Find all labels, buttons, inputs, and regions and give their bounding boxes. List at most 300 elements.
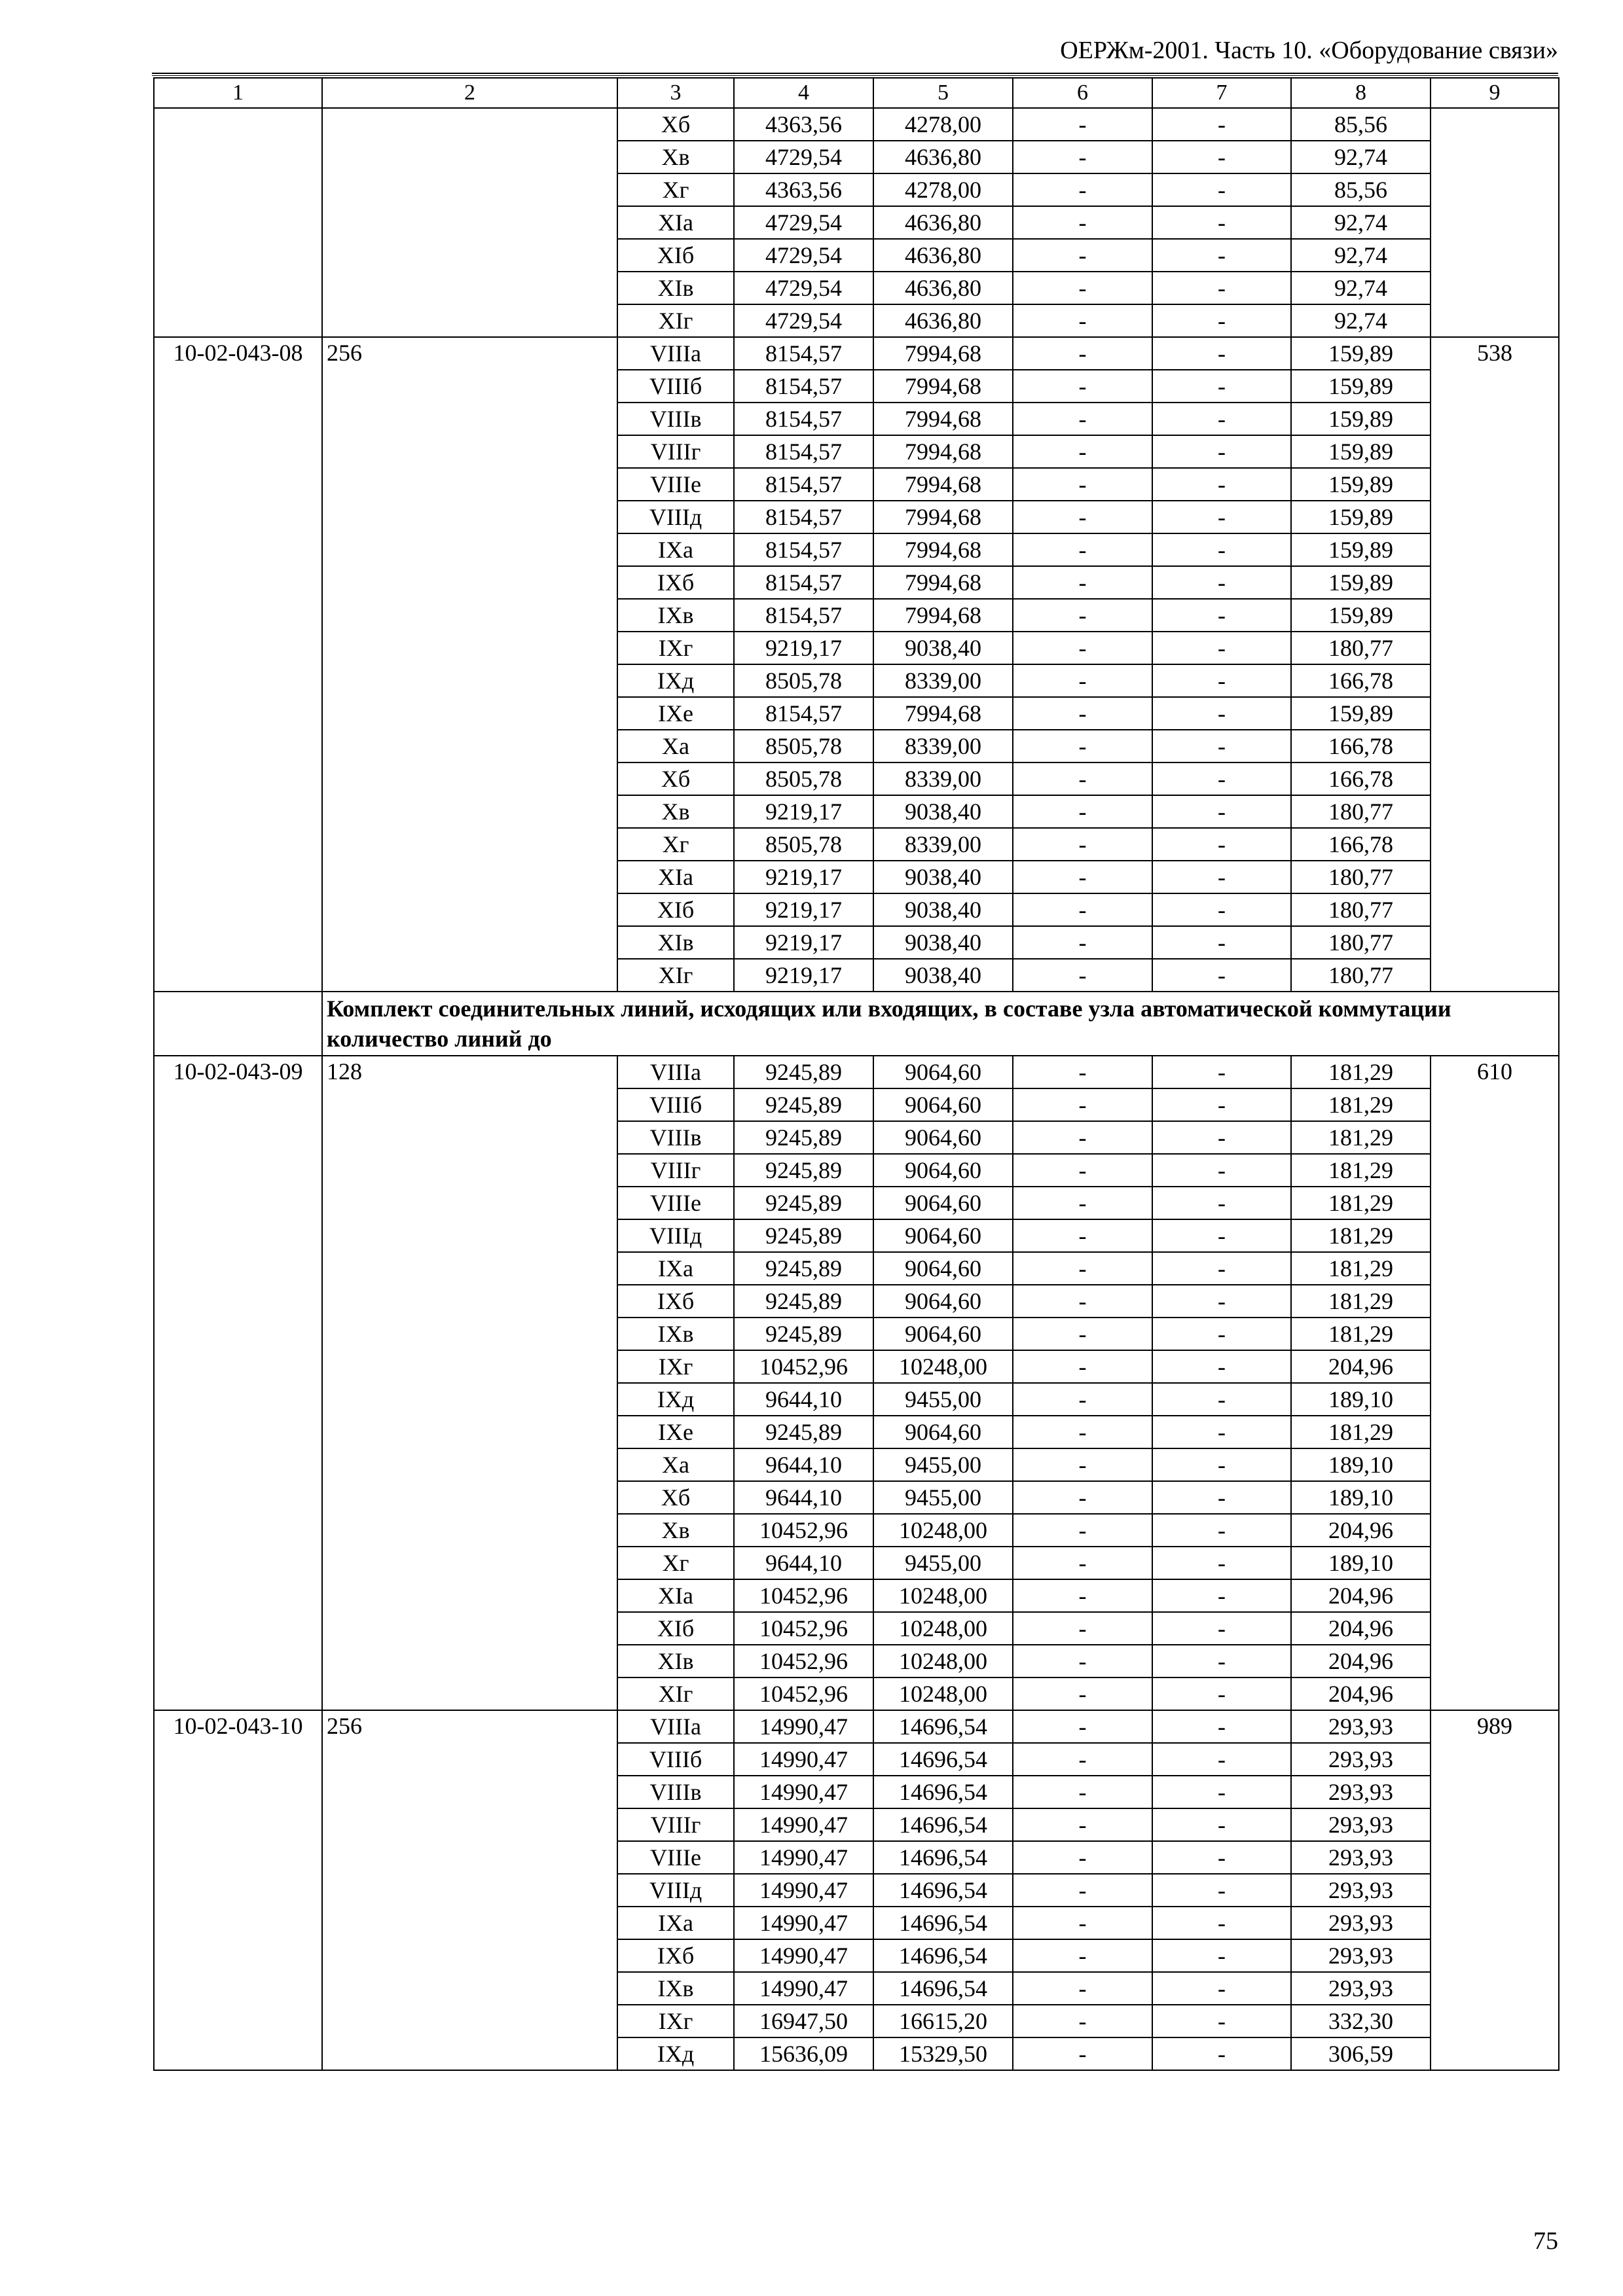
wage-cost: 7994,68 bbox=[873, 403, 1013, 435]
wage-cost: 4636,80 bbox=[873, 304, 1013, 337]
machine-cost: - bbox=[1013, 1907, 1152, 1939]
machinist-wage: - bbox=[1152, 141, 1291, 173]
base-price: 4729,54 bbox=[734, 272, 873, 304]
machine-cost: - bbox=[1013, 1743, 1152, 1776]
base-price: 10452,96 bbox=[734, 1514, 873, 1547]
base-price: 8154,57 bbox=[734, 533, 873, 566]
resource-class: IXа bbox=[617, 1907, 734, 1939]
machine-cost: - bbox=[1013, 1808, 1152, 1841]
material-cost: 181,29 bbox=[1291, 1219, 1431, 1252]
resource-class: IXд bbox=[617, 1383, 734, 1416]
machine-cost: - bbox=[1013, 861, 1152, 893]
column-number: 8 bbox=[1291, 78, 1431, 108]
page-header-title: ОЕРЖм-2001. Часть 10. «Оборудование связи» bbox=[1060, 37, 1558, 64]
machinist-wage: - bbox=[1152, 730, 1291, 762]
machinist-wage: - bbox=[1152, 697, 1291, 730]
resource-class: Xг bbox=[617, 828, 734, 861]
material-cost: 166,78 bbox=[1291, 664, 1431, 697]
column-number: 6 bbox=[1013, 78, 1152, 108]
machinist-wage: - bbox=[1152, 501, 1291, 533]
wage-cost: 15329,50 bbox=[873, 2037, 1013, 2070]
machinist-wage: - bbox=[1152, 1743, 1291, 1776]
material-cost: 180,77 bbox=[1291, 893, 1431, 926]
resource-class: Xг bbox=[617, 173, 734, 206]
resource-class: IXе bbox=[617, 697, 734, 730]
machine-cost: - bbox=[1013, 1514, 1152, 1547]
material-cost: 92,74 bbox=[1291, 272, 1431, 304]
machine-cost: - bbox=[1013, 1645, 1152, 1677]
material-cost: 189,10 bbox=[1291, 1547, 1431, 1579]
wage-cost: 7994,68 bbox=[873, 697, 1013, 730]
line-count: 256 bbox=[322, 1710, 617, 2070]
base-price: 8505,78 bbox=[734, 762, 873, 795]
resource-class: XIа bbox=[617, 861, 734, 893]
wage-cost: 9038,40 bbox=[873, 861, 1013, 893]
material-cost: 293,93 bbox=[1291, 1874, 1431, 1907]
wage-cost: 9455,00 bbox=[873, 1481, 1013, 1514]
material-cost: 181,29 bbox=[1291, 1187, 1431, 1219]
resource-class: VIIIг bbox=[617, 1154, 734, 1187]
machine-cost: - bbox=[1013, 468, 1152, 501]
resource-class: VIIIб bbox=[617, 1743, 734, 1776]
material-cost: 181,29 bbox=[1291, 1416, 1431, 1448]
wage-cost: 7994,68 bbox=[873, 599, 1013, 632]
wage-cost: 4278,00 bbox=[873, 108, 1013, 141]
material-cost: 180,77 bbox=[1291, 926, 1431, 959]
resource-class: IXд bbox=[617, 664, 734, 697]
base-price: 9245,89 bbox=[734, 1252, 873, 1285]
machinist-wage: - bbox=[1152, 959, 1291, 992]
material-cost: 293,93 bbox=[1291, 1907, 1431, 1939]
rate-code: 10-02-043-10 bbox=[154, 1710, 322, 2070]
material-cost: 189,10 bbox=[1291, 1383, 1431, 1416]
column-number: 4 bbox=[734, 78, 873, 108]
base-price: 16947,50 bbox=[734, 2005, 873, 2037]
base-price: 9219,17 bbox=[734, 893, 873, 926]
machine-cost: - bbox=[1013, 1841, 1152, 1874]
column-number: 7 bbox=[1152, 78, 1291, 108]
resource-class: VIIIг bbox=[617, 1808, 734, 1841]
machinist-wage: - bbox=[1152, 272, 1291, 304]
wage-cost: 8339,00 bbox=[873, 828, 1013, 861]
material-cost: 166,78 bbox=[1291, 762, 1431, 795]
machinist-wage: - bbox=[1152, 1677, 1291, 1710]
resource-class: VIIIа bbox=[617, 1056, 734, 1088]
column-number: 1 bbox=[154, 78, 322, 108]
base-price: 9245,89 bbox=[734, 1219, 873, 1252]
wage-cost: 14696,54 bbox=[873, 1907, 1013, 1939]
resource-class: VIIIе bbox=[617, 468, 734, 501]
machine-cost: - bbox=[1013, 1383, 1152, 1416]
base-price: 14990,47 bbox=[734, 1972, 873, 2005]
base-price: 8154,57 bbox=[734, 370, 873, 403]
machine-cost: - bbox=[1013, 1285, 1152, 1318]
wage-cost: 14696,54 bbox=[873, 1776, 1013, 1808]
machinist-wage: - bbox=[1152, 599, 1291, 632]
machinist-wage: - bbox=[1152, 206, 1291, 239]
material-cost: 293,93 bbox=[1291, 1841, 1431, 1874]
base-price: 14990,47 bbox=[734, 1743, 873, 1776]
material-cost: 181,29 bbox=[1291, 1318, 1431, 1350]
wage-cost: 9064,60 bbox=[873, 1285, 1013, 1318]
machinist-wage: - bbox=[1152, 893, 1291, 926]
base-price: 8154,57 bbox=[734, 501, 873, 533]
base-price: 9644,10 bbox=[734, 1448, 873, 1481]
wage-cost: 10248,00 bbox=[873, 1645, 1013, 1677]
wage-cost: 7994,68 bbox=[873, 468, 1013, 501]
material-cost: 159,89 bbox=[1291, 533, 1431, 566]
material-cost: 293,93 bbox=[1291, 1710, 1431, 1743]
resource-class: XIг bbox=[617, 1677, 734, 1710]
material-cost: 159,89 bbox=[1291, 403, 1431, 435]
resource-class: Xг bbox=[617, 1547, 734, 1579]
base-price: 8154,57 bbox=[734, 337, 873, 370]
base-price: 10452,96 bbox=[734, 1677, 873, 1710]
machine-cost: - bbox=[1013, 566, 1152, 599]
wage-cost: 9064,60 bbox=[873, 1219, 1013, 1252]
resource-class: VIIIд bbox=[617, 1874, 734, 1907]
wage-cost: 14696,54 bbox=[873, 1743, 1013, 1776]
material-cost: 159,89 bbox=[1291, 337, 1431, 370]
base-price: 14990,47 bbox=[734, 1939, 873, 1972]
machine-cost: - bbox=[1013, 1448, 1152, 1481]
machine-cost: - bbox=[1013, 632, 1152, 664]
base-price: 10452,96 bbox=[734, 1350, 873, 1383]
machine-cost: - bbox=[1013, 1154, 1152, 1187]
material-cost: 204,96 bbox=[1291, 1612, 1431, 1645]
machinist-wage: - bbox=[1152, 1710, 1291, 1743]
wage-cost: 9455,00 bbox=[873, 1383, 1013, 1416]
wage-cost: 9064,60 bbox=[873, 1416, 1013, 1448]
machine-cost: - bbox=[1013, 1121, 1152, 1154]
resource-class: IXа bbox=[617, 1252, 734, 1285]
material-cost: 181,29 bbox=[1291, 1285, 1431, 1318]
machinist-wage: - bbox=[1152, 1874, 1291, 1907]
rate-code bbox=[154, 108, 322, 337]
base-price: 9219,17 bbox=[734, 861, 873, 893]
wage-cost: 9038,40 bbox=[873, 795, 1013, 828]
material-cost: 306,59 bbox=[1291, 2037, 1431, 2070]
resource-class: IXа bbox=[617, 533, 734, 566]
line-count: 128 bbox=[322, 1056, 617, 1710]
material-cost: 92,74 bbox=[1291, 239, 1431, 272]
base-price: 4363,56 bbox=[734, 173, 873, 206]
material-cost: 159,89 bbox=[1291, 599, 1431, 632]
machinist-wage: - bbox=[1152, 1645, 1291, 1677]
material-cost: 204,96 bbox=[1291, 1350, 1431, 1383]
machine-cost: - bbox=[1013, 1252, 1152, 1285]
resource-class: IXе bbox=[617, 1416, 734, 1448]
machinist-wage: - bbox=[1152, 1972, 1291, 2005]
material-cost: 293,93 bbox=[1291, 1808, 1431, 1841]
machinist-wage: - bbox=[1152, 795, 1291, 828]
base-price: 8505,78 bbox=[734, 730, 873, 762]
section-heading: Комплект соединительных линий, исходящих или входящих, в составе узла автоматической коммутации количество линий до bbox=[322, 992, 1559, 1056]
wage-cost: 4636,80 bbox=[873, 272, 1013, 304]
machine-cost: - bbox=[1013, 1088, 1152, 1121]
machine-cost: - bbox=[1013, 2037, 1152, 2070]
column-number: 2 bbox=[322, 78, 617, 108]
machine-cost: - bbox=[1013, 697, 1152, 730]
table-row bbox=[154, 1710, 1559, 1743]
base-price: 10452,96 bbox=[734, 1579, 873, 1612]
machinist-wage: - bbox=[1152, 1383, 1291, 1416]
resource-class: Xб bbox=[617, 1481, 734, 1514]
resource-class: VIIIе bbox=[617, 1187, 734, 1219]
base-price: 9245,89 bbox=[734, 1088, 873, 1121]
machinist-wage: - bbox=[1152, 1579, 1291, 1612]
machine-cost: - bbox=[1013, 304, 1152, 337]
material-cost: 181,29 bbox=[1291, 1056, 1431, 1088]
material-cost: 85,56 bbox=[1291, 173, 1431, 206]
machinist-wage: - bbox=[1152, 1285, 1291, 1318]
machinist-wage: - bbox=[1152, 304, 1291, 337]
machinist-wage: - bbox=[1152, 370, 1291, 403]
base-price: 4729,54 bbox=[734, 141, 873, 173]
base-price: 9245,89 bbox=[734, 1121, 873, 1154]
material-cost: 166,78 bbox=[1291, 828, 1431, 861]
wage-cost: 14696,54 bbox=[873, 1808, 1013, 1841]
material-cost: 332,30 bbox=[1291, 2005, 1431, 2037]
wage-cost: 4278,00 bbox=[873, 173, 1013, 206]
machinist-wage: - bbox=[1152, 403, 1291, 435]
wage-cost: 4636,80 bbox=[873, 141, 1013, 173]
wage-cost: 9455,00 bbox=[873, 1448, 1013, 1481]
material-cost: 159,89 bbox=[1291, 370, 1431, 403]
machinist-wage: - bbox=[1152, 762, 1291, 795]
wage-cost: 9064,60 bbox=[873, 1154, 1013, 1187]
machinist-wage: - bbox=[1152, 1187, 1291, 1219]
rate-code: 10-02-043-08 bbox=[154, 337, 322, 992]
machine-cost: - bbox=[1013, 893, 1152, 926]
wage-cost: 10248,00 bbox=[873, 1677, 1013, 1710]
machine-cost: - bbox=[1013, 959, 1152, 992]
resource-class: VIIIв bbox=[617, 403, 734, 435]
column-number-row bbox=[154, 78, 1559, 108]
material-cost: 189,10 bbox=[1291, 1481, 1431, 1514]
resource-class: XIа bbox=[617, 206, 734, 239]
material-cost: 180,77 bbox=[1291, 959, 1431, 992]
machinist-wage: - bbox=[1152, 1121, 1291, 1154]
column-number: 9 bbox=[1431, 78, 1559, 108]
base-price: 14990,47 bbox=[734, 1907, 873, 1939]
machinist-wage: - bbox=[1152, 2005, 1291, 2037]
machinist-wage: - bbox=[1152, 1219, 1291, 1252]
machine-cost: - bbox=[1013, 2005, 1152, 2037]
machine-cost: - bbox=[1013, 1874, 1152, 1907]
resource-class: XIг bbox=[617, 304, 734, 337]
wage-cost: 7994,68 bbox=[873, 566, 1013, 599]
material-cost: 180,77 bbox=[1291, 632, 1431, 664]
machine-cost: - bbox=[1013, 599, 1152, 632]
resource-class: IXб bbox=[617, 1285, 734, 1318]
resource-class: Xб bbox=[617, 762, 734, 795]
machinist-wage: - bbox=[1152, 1350, 1291, 1383]
machine-cost: - bbox=[1013, 1318, 1152, 1350]
machine-cost: - bbox=[1013, 403, 1152, 435]
wage-cost: 4636,80 bbox=[873, 239, 1013, 272]
wage-cost: 7994,68 bbox=[873, 501, 1013, 533]
machinist-wage: - bbox=[1152, 1318, 1291, 1350]
resource-class: VIIIв bbox=[617, 1776, 734, 1808]
labor-norm: 538 bbox=[1431, 337, 1559, 992]
machinist-wage: - bbox=[1152, 1612, 1291, 1645]
base-price: 9245,89 bbox=[734, 1154, 873, 1187]
resource-class: XIа bbox=[617, 1579, 734, 1612]
base-price: 4729,54 bbox=[734, 239, 873, 272]
base-price: 8154,57 bbox=[734, 435, 873, 468]
machinist-wage: - bbox=[1152, 861, 1291, 893]
resource-class: VIIIа bbox=[617, 337, 734, 370]
material-cost: 181,29 bbox=[1291, 1252, 1431, 1285]
base-price: 4363,56 bbox=[734, 108, 873, 141]
base-price: 8505,78 bbox=[734, 664, 873, 697]
material-cost: 159,89 bbox=[1291, 566, 1431, 599]
resource-class: VIIIе bbox=[617, 1841, 734, 1874]
machine-cost: - bbox=[1013, 1710, 1152, 1743]
material-cost: 181,29 bbox=[1291, 1088, 1431, 1121]
base-price: 9644,10 bbox=[734, 1547, 873, 1579]
machine-cost: - bbox=[1013, 1350, 1152, 1383]
resource-class: VIIIб bbox=[617, 370, 734, 403]
line-count: 256 bbox=[322, 337, 617, 992]
machine-cost: - bbox=[1013, 1416, 1152, 1448]
wage-cost: 10248,00 bbox=[873, 1579, 1013, 1612]
machine-cost: - bbox=[1013, 795, 1152, 828]
resource-class: XIб bbox=[617, 893, 734, 926]
machinist-wage: - bbox=[1152, 1939, 1291, 1972]
wage-cost: 14696,54 bbox=[873, 1710, 1013, 1743]
base-price: 4729,54 bbox=[734, 206, 873, 239]
machine-cost: - bbox=[1013, 173, 1152, 206]
material-cost: 293,93 bbox=[1291, 1939, 1431, 1972]
base-price: 8154,57 bbox=[734, 697, 873, 730]
base-price: 8154,57 bbox=[734, 468, 873, 501]
page-number: 75 bbox=[1533, 2227, 1558, 2255]
resource-class: Xв bbox=[617, 141, 734, 173]
machine-cost: - bbox=[1013, 108, 1152, 141]
machinist-wage: - bbox=[1152, 1907, 1291, 1939]
material-cost: 92,74 bbox=[1291, 206, 1431, 239]
resource-class: IXб bbox=[617, 566, 734, 599]
wage-cost: 7994,68 bbox=[873, 435, 1013, 468]
labor-norm: 989 bbox=[1431, 1710, 1559, 2070]
base-price: 14990,47 bbox=[734, 1710, 873, 1743]
material-cost: 204,96 bbox=[1291, 1677, 1431, 1710]
resource-class: XIб bbox=[617, 239, 734, 272]
section-heading-row bbox=[154, 992, 1559, 1056]
machinist-wage: - bbox=[1152, 926, 1291, 959]
machinist-wage: - bbox=[1152, 1154, 1291, 1187]
resource-class: Xб bbox=[617, 108, 734, 141]
machinist-wage: - bbox=[1152, 1448, 1291, 1481]
resource-class: XIв bbox=[617, 926, 734, 959]
labor-norm: 610 bbox=[1431, 1056, 1559, 1710]
machine-cost: - bbox=[1013, 1612, 1152, 1645]
machinist-wage: - bbox=[1152, 1481, 1291, 1514]
wage-cost: 9064,60 bbox=[873, 1318, 1013, 1350]
base-price: 9219,17 bbox=[734, 959, 873, 992]
machinist-wage: - bbox=[1152, 1416, 1291, 1448]
wage-cost: 9455,00 bbox=[873, 1547, 1013, 1579]
machine-cost: - bbox=[1013, 370, 1152, 403]
machinist-wage: - bbox=[1152, 1514, 1291, 1547]
machinist-wage: - bbox=[1152, 1808, 1291, 1841]
machine-cost: - bbox=[1013, 1219, 1152, 1252]
material-cost: 181,29 bbox=[1291, 1154, 1431, 1187]
wage-cost: 9038,40 bbox=[873, 632, 1013, 664]
machine-cost: - bbox=[1013, 1579, 1152, 1612]
column-number: 5 bbox=[873, 78, 1013, 108]
machinist-wage: - bbox=[1152, 1776, 1291, 1808]
resource-class: IXг bbox=[617, 1350, 734, 1383]
wage-cost: 10248,00 bbox=[873, 1350, 1013, 1383]
resource-class: VIIIд bbox=[617, 1219, 734, 1252]
base-price: 9644,10 bbox=[734, 1481, 873, 1514]
machinist-wage: - bbox=[1152, 1252, 1291, 1285]
resource-class: IXд bbox=[617, 2037, 734, 2070]
wage-cost: 9064,60 bbox=[873, 1056, 1013, 1088]
table-body bbox=[154, 78, 1559, 2070]
material-cost: 180,77 bbox=[1291, 795, 1431, 828]
material-cost: 204,96 bbox=[1291, 1514, 1431, 1547]
machinist-wage: - bbox=[1152, 1056, 1291, 1088]
base-price: 8154,57 bbox=[734, 599, 873, 632]
machine-cost: - bbox=[1013, 239, 1152, 272]
wage-cost: 8339,00 bbox=[873, 664, 1013, 697]
base-price: 14990,47 bbox=[734, 1776, 873, 1808]
base-price: 14990,47 bbox=[734, 1841, 873, 1874]
wage-cost: 9064,60 bbox=[873, 1187, 1013, 1219]
header-rule bbox=[152, 73, 1558, 76]
wage-cost: 7994,68 bbox=[873, 370, 1013, 403]
wage-cost: 9064,60 bbox=[873, 1121, 1013, 1154]
resource-class: XIг bbox=[617, 959, 734, 992]
base-price: 9219,17 bbox=[734, 632, 873, 664]
machinist-wage: - bbox=[1152, 664, 1291, 697]
base-price: 8505,78 bbox=[734, 828, 873, 861]
material-cost: 204,96 bbox=[1291, 1645, 1431, 1677]
material-cost: 85,56 bbox=[1291, 108, 1431, 141]
machinist-wage: - bbox=[1152, 108, 1291, 141]
wage-cost: 4636,80 bbox=[873, 206, 1013, 239]
wage-cost: 8339,00 bbox=[873, 730, 1013, 762]
labor-norm bbox=[1431, 108, 1559, 337]
wage-cost: 10248,00 bbox=[873, 1514, 1013, 1547]
material-cost: 293,93 bbox=[1291, 1972, 1431, 2005]
machine-cost: - bbox=[1013, 272, 1152, 304]
wage-cost: 9038,40 bbox=[873, 893, 1013, 926]
material-cost: 181,29 bbox=[1291, 1121, 1431, 1154]
material-cost: 166,78 bbox=[1291, 730, 1431, 762]
resource-class: IXг bbox=[617, 632, 734, 664]
table-row bbox=[154, 337, 1559, 370]
base-price: 9219,17 bbox=[734, 795, 873, 828]
resource-class: IXв bbox=[617, 1972, 734, 2005]
base-price: 4729,54 bbox=[734, 304, 873, 337]
machinist-wage: - bbox=[1152, 173, 1291, 206]
material-cost: 180,77 bbox=[1291, 861, 1431, 893]
wage-cost: 16615,20 bbox=[873, 2005, 1013, 2037]
machine-cost: - bbox=[1013, 1939, 1152, 1972]
base-price: 14990,47 bbox=[734, 1808, 873, 1841]
machinist-wage: - bbox=[1152, 632, 1291, 664]
material-cost: 189,10 bbox=[1291, 1448, 1431, 1481]
machine-cost: - bbox=[1013, 206, 1152, 239]
resource-class: VIIIа bbox=[617, 1710, 734, 1743]
base-price: 9245,89 bbox=[734, 1416, 873, 1448]
machine-cost: - bbox=[1013, 1056, 1152, 1088]
